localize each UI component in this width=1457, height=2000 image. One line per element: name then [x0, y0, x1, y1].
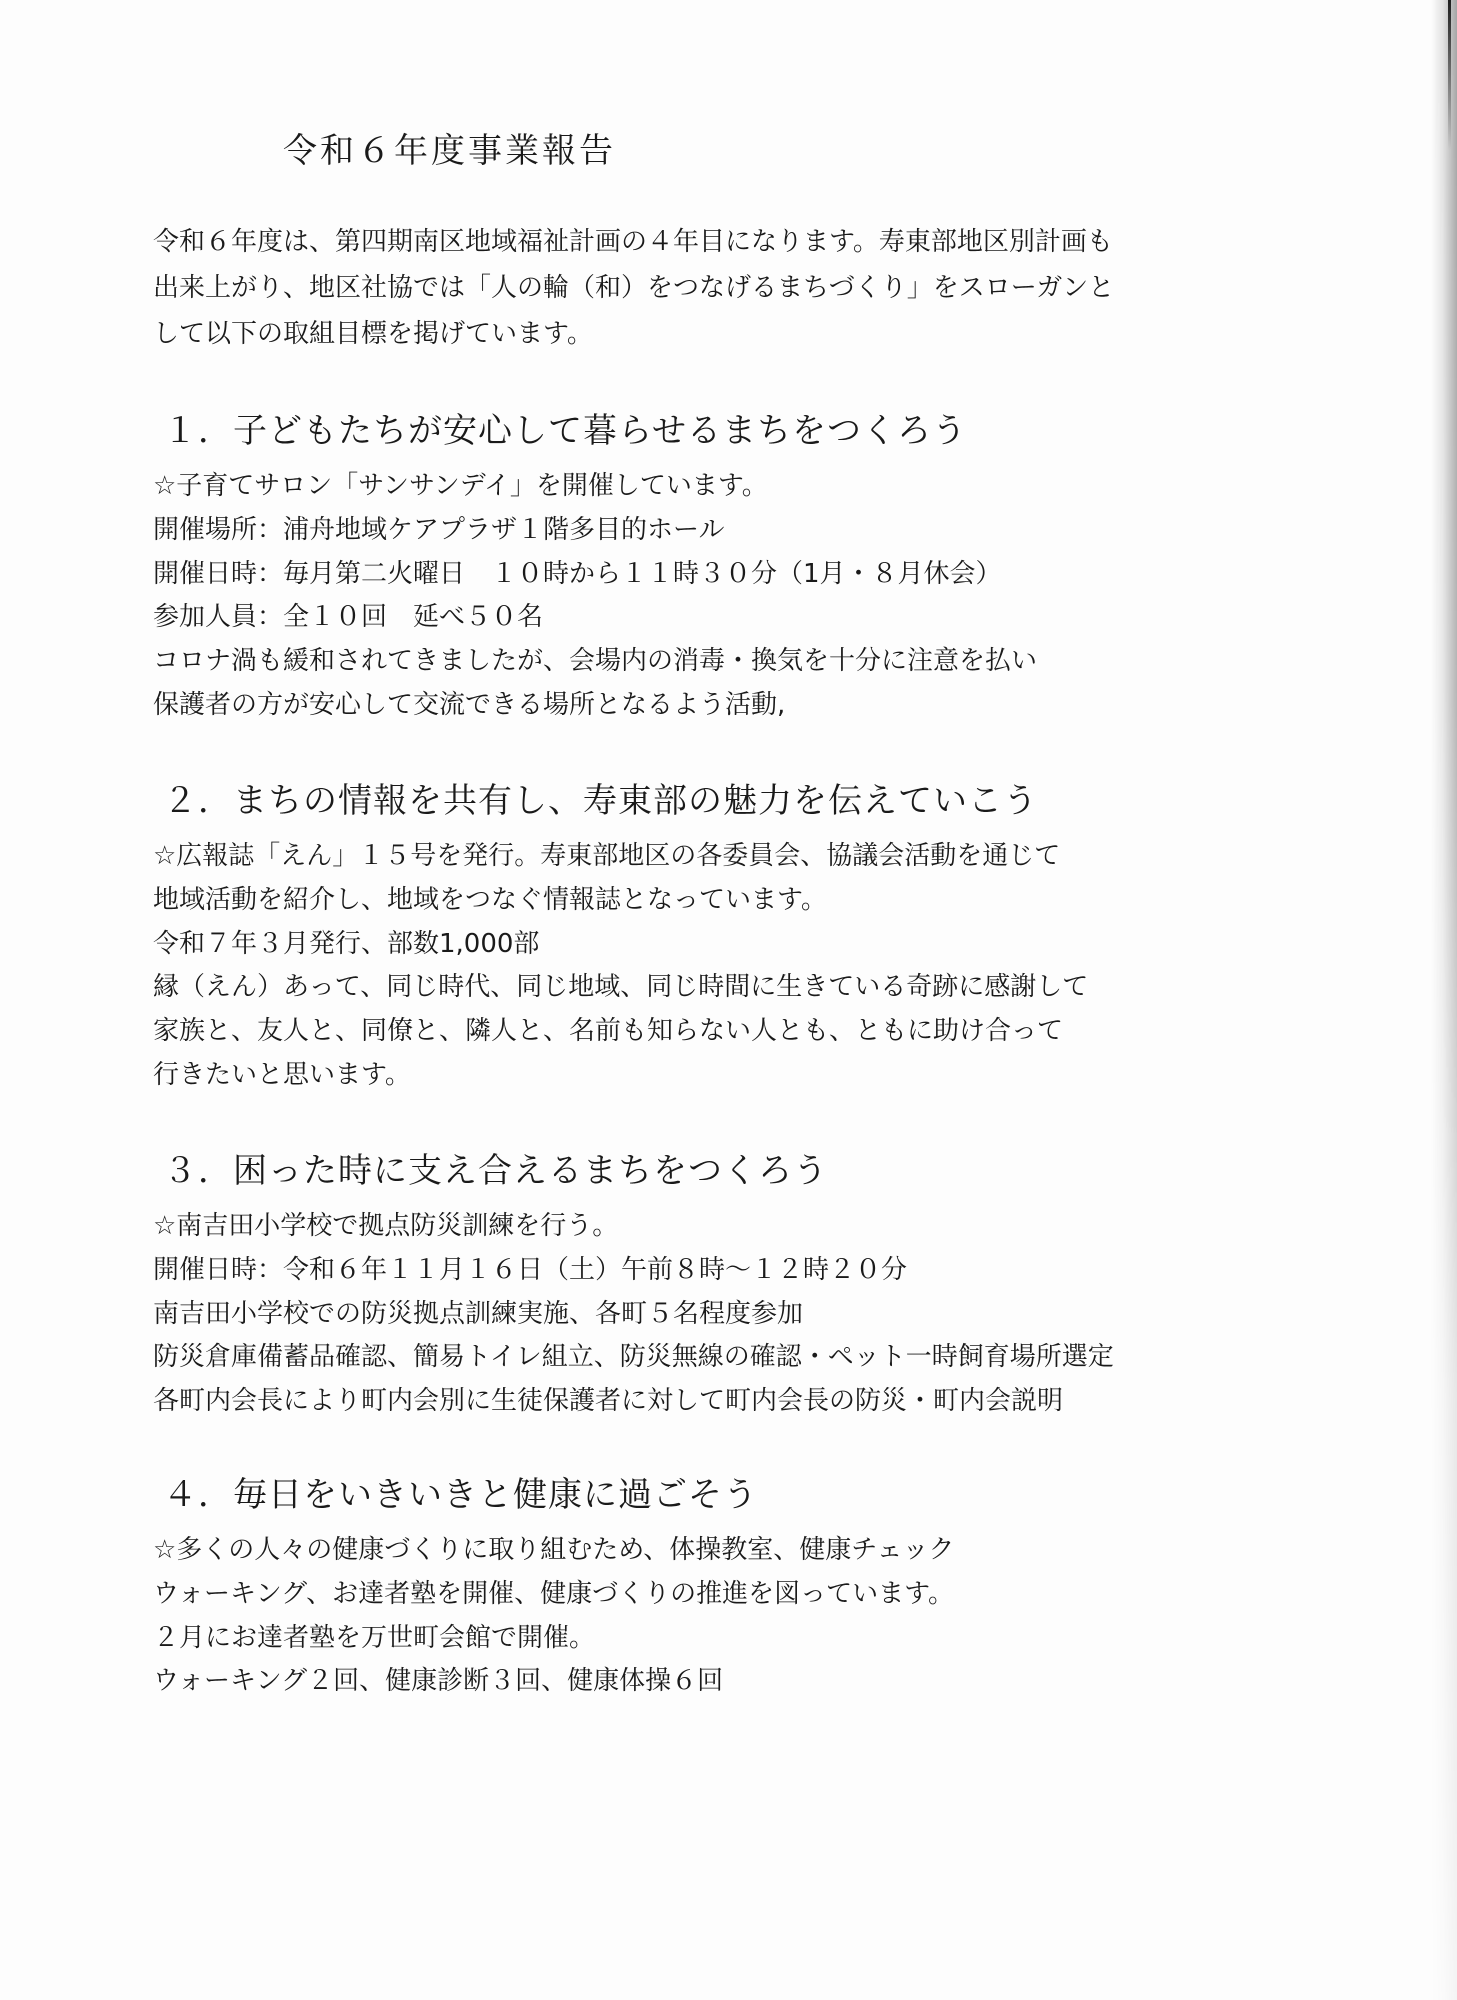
section-line: 保護者の方が安心して交流できる場所となるよう活動,: [153, 689, 786, 720]
scan-edge-shadow: [1431, 0, 1457, 2000]
section-children-safety: [153, 401, 1037, 728]
section-line: ２月にお達者塾を万世町会館で開催。: [153, 1622, 596, 1653]
section-mutual-support: [153, 1141, 1114, 1424]
section-line: ☆子育てサロン「サンサンデイ」を開催しています。: [153, 471, 768, 501]
section-share-information: [153, 771, 1088, 1098]
section-line: ウォーキング２回、健康診断３回、健康体操６回: [153, 1666, 724, 1697]
section-line: ☆広報誌「えん」１５号を発行。寿東部地区の各委員会、協議会活動を通じて: [153, 841, 1061, 871]
section-heading: ３．困った時に支え合えるまちをつくろう: [163, 1151, 828, 1191]
section-heading: ４．毎日をいきいきと健康に過ごそう: [163, 1475, 758, 1515]
section-line: 開催日時：令和６年１１月１６日（土）午前８時～１２時２０分: [153, 1254, 908, 1285]
section-line: 開催日時：毎月第二火曜日 １０時から１１時３０分（1月・８月休会）: [153, 558, 1002, 589]
intro-paragraph: [153, 219, 1114, 357]
section-healthy-living: [153, 1465, 955, 1704]
section-line: ☆南吉田小学校で拠点防災訓練を行う。: [153, 1211, 619, 1241]
intro-line: して以下の取組目標を掲げています。: [153, 319, 593, 349]
section-line: 家族と、友人と、同僚と、隣人と、名前も知らない人とも、ともに助け合って: [153, 1016, 1064, 1047]
section-line: 縁（えん）あって、同じ時代、同じ地域、同じ時間に生きている奇跡に感謝して: [153, 972, 1089, 1003]
section-line: 地域活動を紹介し、地域をつなぐ情報誌となっています。: [153, 884, 827, 915]
section-line: 開催場所：浦舟地域ケアプラザ１階多目的ホール: [153, 514, 725, 545]
section-heading: ２．まちの情報を共有し、寿東部の魅力を伝えていこう: [163, 781, 1038, 821]
section-line: 南吉田小学校での防災拠点訓練実施、各町５名程度参加: [153, 1298, 804, 1329]
section-heading: １．子どもたちが安心して暮らせるまちをつくろう: [163, 411, 967, 451]
intro-line: 令和６年度は、第四期南区地域福祉計画の４年目になります。寿東部地区別計画も: [153, 227, 1113, 257]
section-line: 各町内会長により町内会別に生徒保護者に対して町内会長の防災・町内会説明: [153, 1386, 1064, 1417]
scan-edge-line: [1448, 0, 1451, 150]
section-line: 防災倉庫備蓄品確認、簡易トイレ組立、防災無線の確認・ペット一時飼育場所選定: [153, 1342, 1114, 1373]
section-line: ☆多くの人々の健康づくりに取り組むため、体操教室、健康チェック: [153, 1535, 955, 1565]
section-line: 令和７年３月発行、部数1,000部: [153, 928, 540, 959]
section-line: コロナ渦も緩和されてきましたが、会場内の消毒・換気を十分に注意を払い: [153, 646, 1038, 677]
intro-line: 出来上がり、地区社協では「人の輪（和）をつなげるまちづくり」をスローガンと: [153, 273, 1115, 303]
section-line: 参加人員：全１０回 延べ５０名: [153, 602, 544, 633]
section-line: ウォーキング、お達者塾を開催、健康づくりの推進を図っています。: [153, 1578, 955, 1609]
document-title: 令和６年度事業報告: [283, 131, 616, 171]
section-line: 行きたいと思います。: [153, 1059, 411, 1090]
